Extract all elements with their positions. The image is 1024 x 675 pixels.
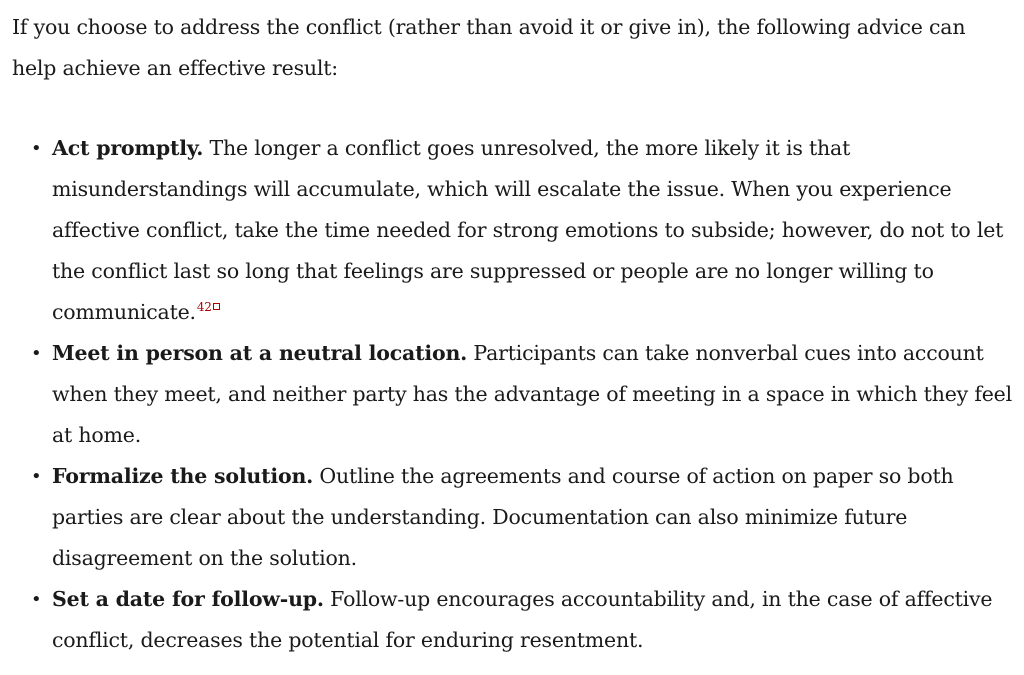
item-lead: Act promptly. [52,136,204,160]
list-item [31,128,1012,333]
footnote-link[interactable] [197,300,220,314]
item-text: Follow-up encourages accountability and, in the case of affective conflict, decreases the potential for enduring resentment. [52,587,993,652]
external-link-icon [213,303,220,310]
intro-paragraph: If you choose to address the conflict (rather than avoid it or give in), the following advice can help achieve an effective result: [12,15,966,80]
bullet: • [31,138,42,159]
item-text: Outline the agreements and course of action on paper so both parties are clear about the understanding. Documentation can also minimize future disagreement on the solution. [52,464,954,570]
list-item [31,456,1012,579]
item-lead: Meet in person at a neutral location. [52,341,468,365]
list-item [31,333,1012,456]
item-text: Participants can take nonverbal cues into account when they meet, and neither party has the advantage of meeting in a space in which they feel at home. [52,341,1012,447]
item-lead: Set a date for follow-up. [52,587,324,611]
item-lead: Formalize the solution. [52,464,314,488]
bullet: • [31,343,42,364]
list-item [31,579,1012,661]
bullet: • [31,589,42,610]
bullet: • [31,466,42,487]
advice-list [12,128,1012,661]
item-text: The longer a conflict goes unresolved, the more likely it is that misunderstandings will accumulate, which will escalate the issue. When you experience affective conflict, take the time needed for strong emotions to subside; however, do not to let the conflict last so long that feelings are suppressed or people are no longer willing to communicate. [52,136,1004,324]
footnote-number[interactable]: 42 [196,300,212,315]
